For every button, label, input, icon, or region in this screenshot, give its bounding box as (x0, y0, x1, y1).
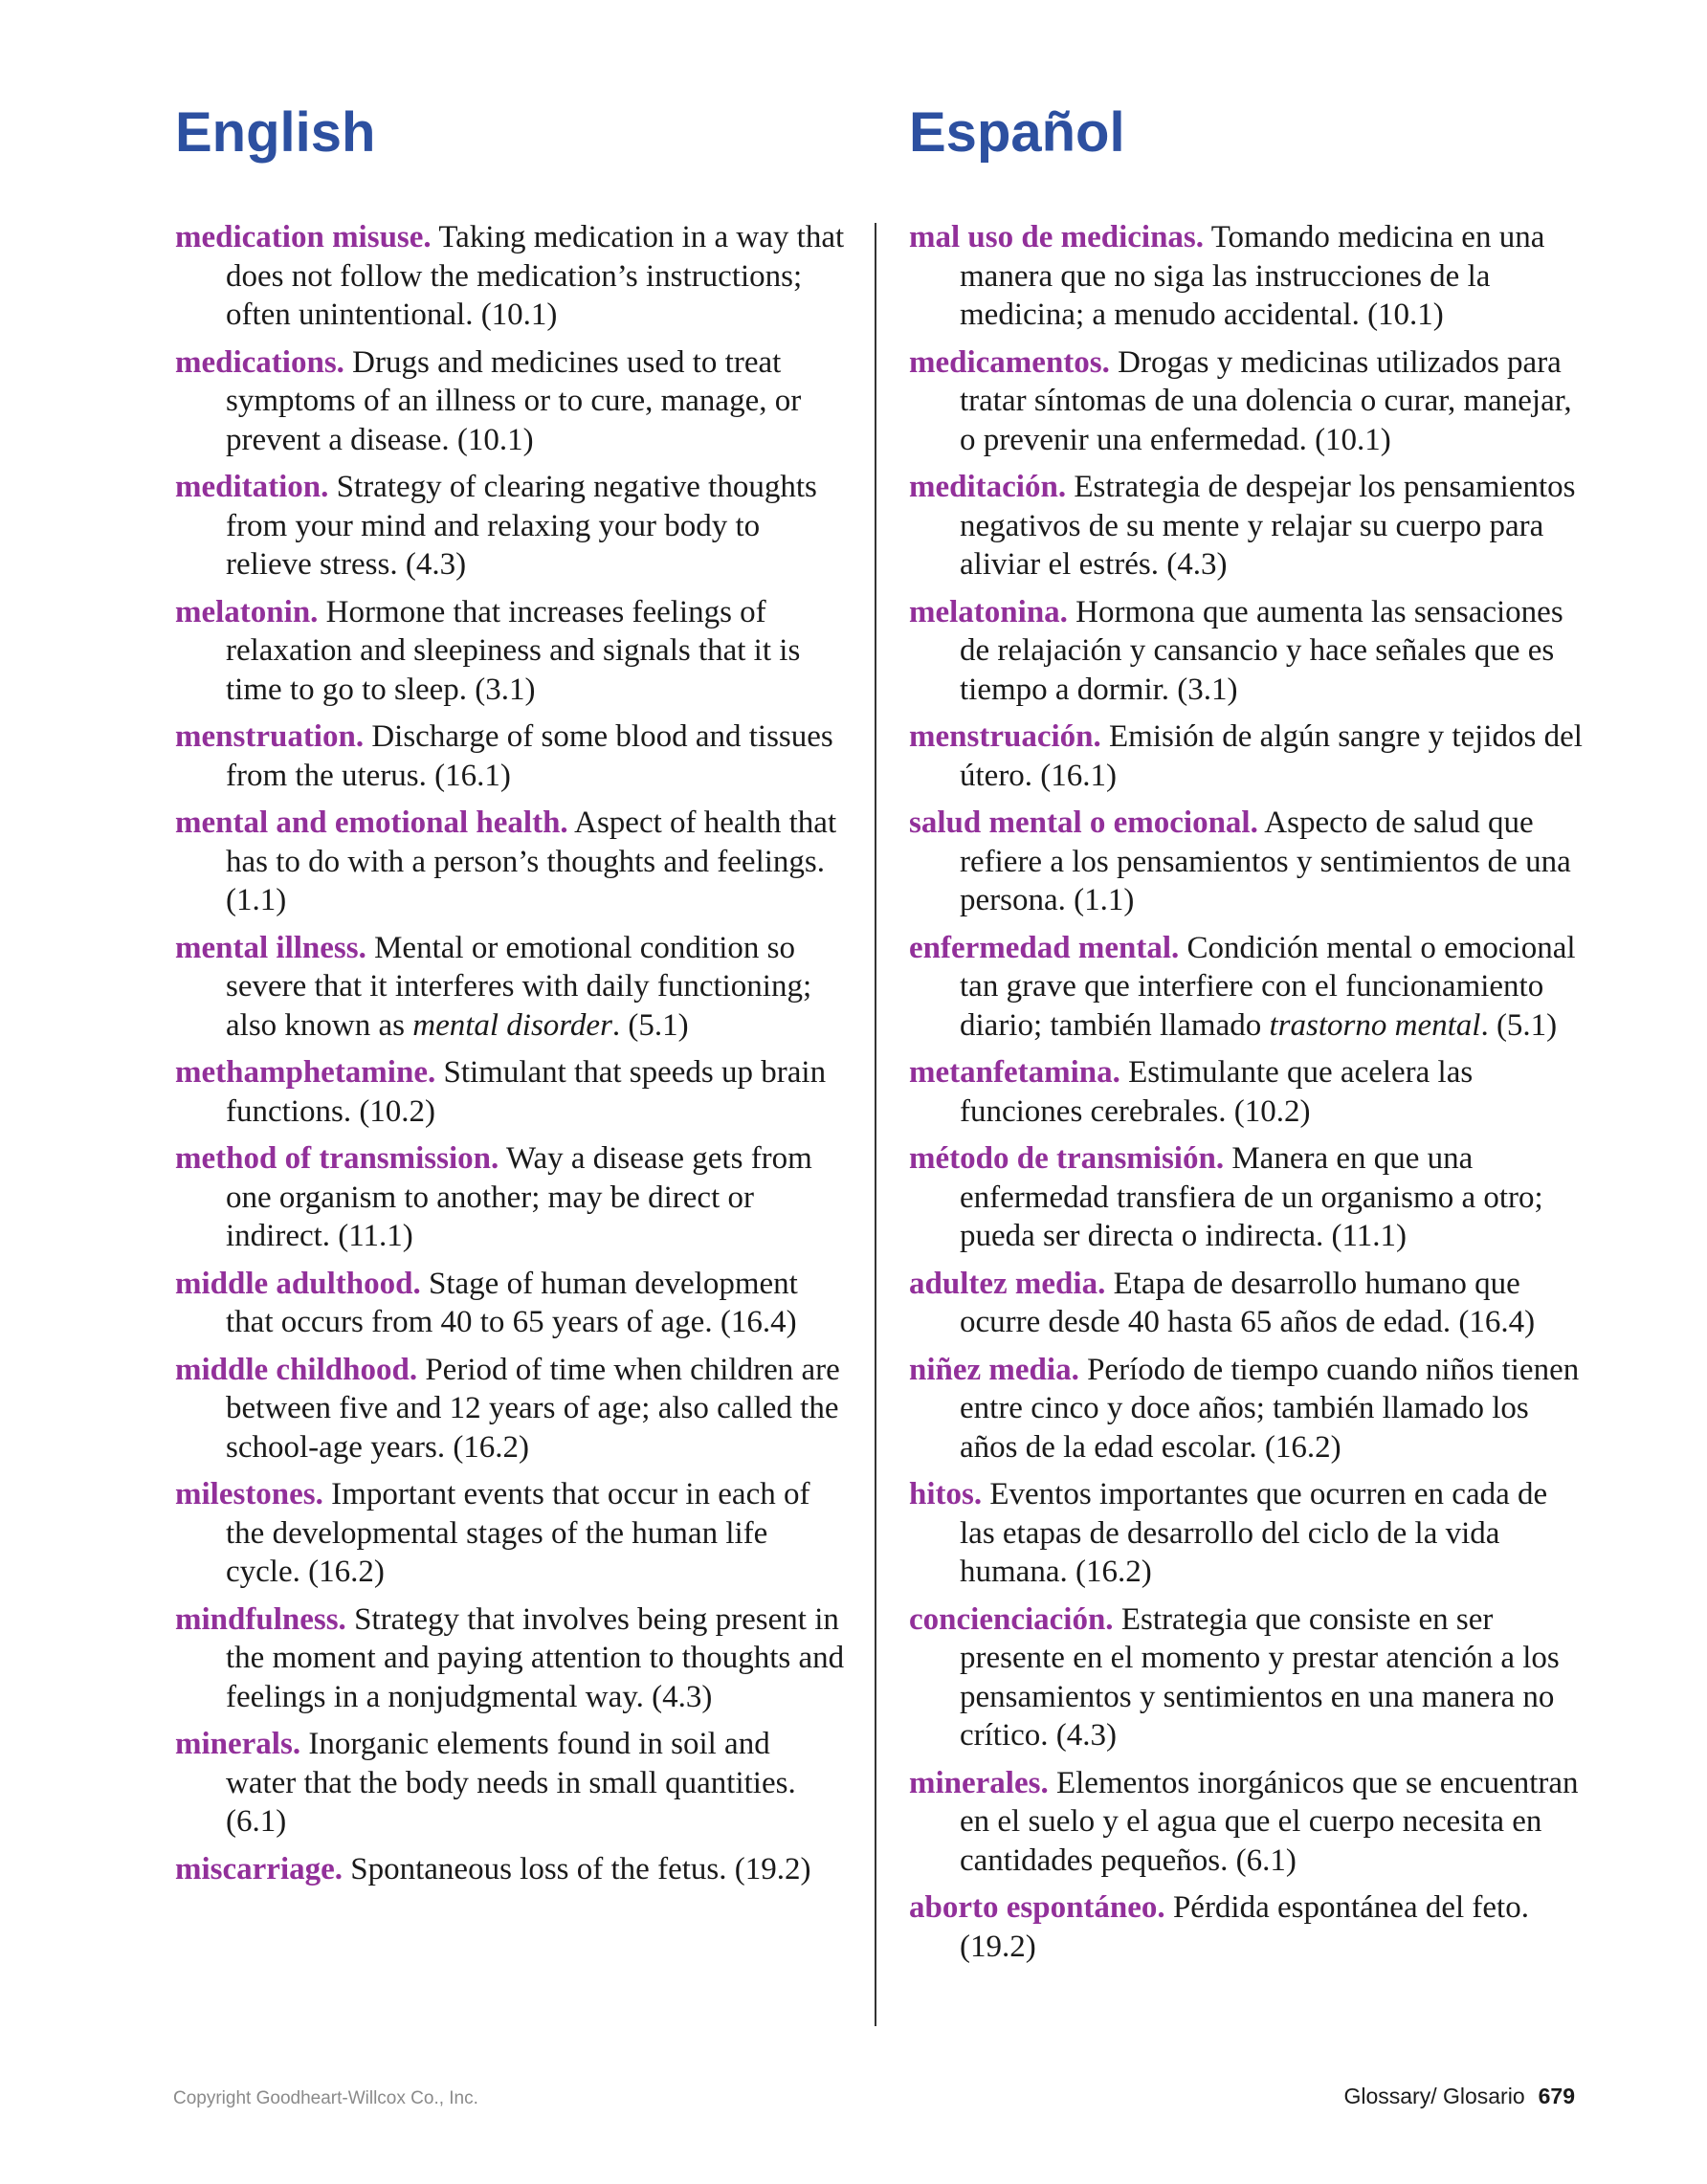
glossary-definition: Important events that occur in each of the developmental stages of the human life cycle. (16.2) (226, 1477, 810, 1589)
glossary-term: mental and emotional health. (175, 805, 568, 840)
glossary-definition: Stage of human development that occurs from 40 to 65 years of age. (16.4) (226, 1266, 798, 1339)
glossary-definition: Taking medication in a way that does not follow the medication’s instructions; often unintentional. (10.1) (226, 220, 845, 332)
glossary-entry (175, 468, 845, 585)
glossary-term: enfermedad mental. (909, 930, 1180, 965)
glossary-term: método de transmisión. (909, 1141, 1225, 1176)
glossary-term: mental illness. (175, 930, 366, 965)
glossary-entry (175, 1351, 845, 1467)
glossary-term: meditación. (909, 470, 1067, 504)
glossary-definition: Period of time when children are between five and 12 years of age; also called the school-age years. (16.2) (226, 1352, 840, 1465)
glossary-entry (909, 468, 1588, 585)
footer-section-label: Glossary/ Glosario (1343, 2084, 1525, 2108)
glossary-term: mal uso de medicinas. (909, 220, 1205, 254)
glossary-entry (909, 1053, 1588, 1131)
glossary-entry (909, 1139, 1588, 1256)
glossary-entry (909, 1600, 1588, 1755)
glossary-definition: Emisión de algún sangre y tejidos del útero. (16.1) (960, 719, 1583, 793)
glossary-term: metanfetamina. (909, 1055, 1120, 1090)
glossary-definition: Elementos inorgánicos que se encuentran en el suelo y el agua que el cuerpo necesita en cantidades pequeños. (6.1) (960, 1765, 1579, 1878)
glossary-entry (175, 1475, 845, 1592)
glossary-definition: Strategy of clearing negative thoughts from your mind and relaxing your body to relieve stress. (4.3) (226, 470, 817, 582)
glossary-entry (909, 1764, 1588, 1881)
glossary-definition: Condición mental o emocional tan grave que interfiere con el funcionamiento diario; también llamado (960, 930, 1576, 1043)
glossary-term: melatonin. (175, 594, 319, 629)
glossary-definition: Etapa de desarrollo humano que ocurre desde 40 hasta 65 años de edad. (16.4) (960, 1266, 1536, 1339)
glossary-definition: Mental or emotional condition so severe that it interferes with daily functioning; also known as (226, 930, 812, 1043)
glossary-definition: Spontaneous loss of the fetus. (19.2) (350, 1851, 811, 1886)
glossary-term: medications. (175, 344, 344, 380)
glossary-definition: Inorganic elements found in soil and water that the body needs in small quantities. (6.1) (226, 1727, 796, 1839)
page-number: 679 (1538, 2084, 1575, 2108)
glossary-definition: Discharge of some blood and tissues from the uterus. (16.1) (226, 719, 833, 793)
glossary-term: minerales. (909, 1765, 1049, 1800)
glossary-entry (909, 804, 1588, 920)
column-divider (875, 223, 876, 2026)
glossary-definition-italic: trastorno mental (1269, 1007, 1481, 1043)
glossary-term: concienciación. (909, 1601, 1114, 1637)
glossary-entry (175, 929, 845, 1046)
glossary-definition-italic: mental disorder (412, 1007, 612, 1043)
glossary-entry (175, 717, 845, 795)
glossary-definition: Período de tiempo cuando niños tienen entre cinco y doce años; también llamado los años de la edad escolar. (16.2) (960, 1352, 1580, 1465)
glossary-entry (909, 1265, 1588, 1342)
glossary-definition: Hormone that increases feelings of relaxation and sleepiness and signals that it is time to go to sleep. (3.1) (226, 594, 801, 707)
glossary-entry (909, 343, 1588, 460)
glossary-term: medication misuse. (175, 220, 432, 254)
glossary-definition: Drogas y medicinas utilizados para tratar síntomas de una dolencia o curar, manejar, o prevenir una enfermedad. (10.1) (960, 344, 1572, 457)
glossary-definition-suffix: . (5.1) (611, 1007, 689, 1043)
glossary-term: method of transmission. (175, 1141, 499, 1176)
glossary-definition: Drugs and medicines used to treat symptoms of an illness or to cure, manage, or prevent a disease. (10.1) (226, 344, 802, 457)
glossary-definition: Eventos importantes que ocurren en cada de las etapas de desarrollo del ciclo de la vida humana. (16.2) (960, 1477, 1548, 1589)
glossary-term: niñez media. (909, 1352, 1079, 1387)
glossary-term: meditation. (175, 470, 329, 504)
glossary-term: middle childhood. (175, 1352, 418, 1387)
glossary-term: hitos. (909, 1477, 983, 1511)
glossary-term: aborto espontáneo. (909, 1890, 1165, 1925)
glossary-definition-suffix: . (5.1) (1480, 1007, 1558, 1043)
glossary-term: salud mental o emocional. (909, 805, 1258, 840)
glossary-definition: Pérdida espontánea del feto. (19.2) (960, 1890, 1529, 1964)
glossary-entry (175, 593, 845, 710)
glossary-term: adultez media. (909, 1266, 1106, 1301)
glossary-term: methamphetamine. (175, 1055, 436, 1090)
glossary-entry (909, 717, 1588, 795)
glossary-entry (175, 343, 845, 460)
footer-page-info (1343, 2084, 1575, 2109)
glossary-definition: Aspect of health that has to do with a person’s thoughts and feelings. (1.1) (226, 805, 837, 917)
glossary-term: miscarriage. (175, 1851, 344, 1886)
glossary-term: medicamentos. (909, 344, 1110, 380)
glossary-entry (909, 929, 1588, 1046)
glossary-entry (175, 1139, 845, 1256)
english-heading: English (175, 101, 376, 164)
glossary-entry (175, 804, 845, 920)
glossary-definition: Hormona que aumenta las sensaciones de relajación y cansancio y hace señales que es tiempo a dormir. (3.1) (960, 594, 1563, 707)
glossary-entry (909, 593, 1588, 710)
glossary-entry (175, 1725, 845, 1842)
glossary-definition: Estrategia que consiste en ser presente en el momento y prestar atención a los pensamientos y sentimientos en una manera no crítico. (4.3) (960, 1601, 1560, 1753)
glossary-entry (909, 1888, 1588, 1966)
glossary-entry (909, 1475, 1588, 1592)
glossary-entry (175, 1265, 845, 1342)
glossary-definition: Estimulante que acelera las funciones cerebrales. (10.2) (960, 1055, 1474, 1129)
glossary-definition: Way a disease gets from one organism to another; may be direct or indirect. (11.1) (226, 1141, 812, 1253)
glossary-entry (909, 218, 1588, 335)
copyright-notice: Copyright Goodheart-Willcox Co., Inc. (173, 2088, 478, 2108)
spanish-entries (909, 218, 1588, 1974)
glossary-term: minerals. (175, 1727, 301, 1761)
glossary-term: middle adulthood. (175, 1266, 421, 1301)
glossary-definition: Strategy that involves being present in the moment and paying attention to thoughts and feelings in a nonjudgmental way. (4.3) (226, 1601, 845, 1714)
glossary-entry (175, 1600, 845, 1717)
glossary-definition: Stimulant that speeds up brain functions. (10.2) (226, 1055, 827, 1129)
glossary-entry (175, 1053, 845, 1131)
glossary-definition: Estrategia de despejar los pensamientos negativos de su mente y relajar su cuerpo para aliviar el estrés. (4.3) (960, 470, 1576, 582)
glossary-term: menstruación. (909, 719, 1101, 754)
glossary-term: milestones. (175, 1477, 323, 1511)
glossary-term: melatonina. (909, 594, 1068, 629)
glossary-entry (175, 1850, 845, 1889)
english-entries (175, 218, 845, 1897)
glossary-definition: Manera en que una enfermedad transfiera de un organismo a otro; pueda ser directa o indirecta. (11.1) (960, 1141, 1543, 1253)
spanish-heading: Español (909, 101, 1125, 164)
glossary-term: mindfulness. (175, 1601, 346, 1637)
glossary-entry (175, 218, 845, 335)
glossary-definition: Tomando medicina en una manera que no siga las instrucciones de la medicina; a menudo accidental. (10.1) (960, 220, 1545, 332)
glossary-term: menstruation. (175, 719, 365, 754)
glossary-definition: Aspecto de salud que refiere a los pensamientos y sentimientos de una persona. (1.1) (960, 805, 1571, 917)
glossary-entry (909, 1351, 1588, 1467)
